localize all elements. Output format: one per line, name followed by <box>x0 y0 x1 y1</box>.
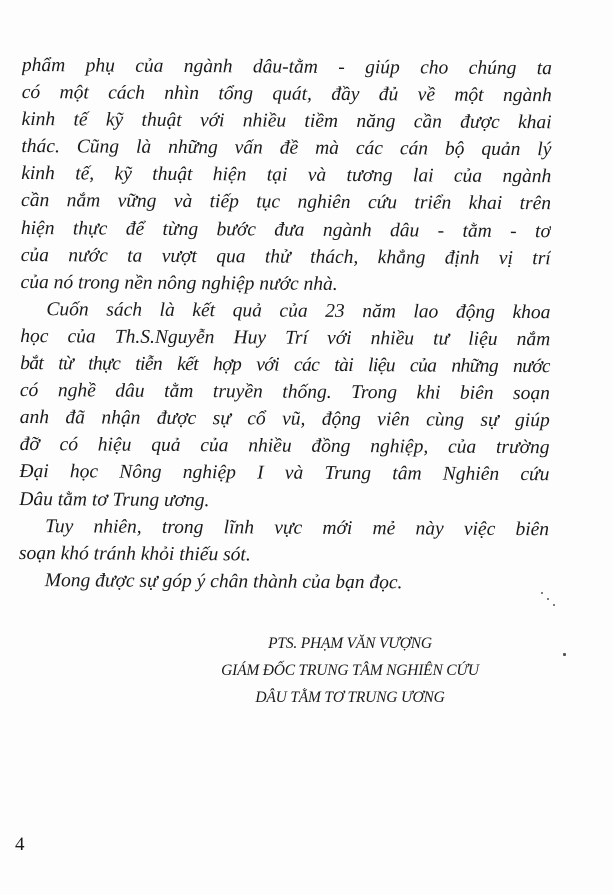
text-line: Dâu tằm tơ Trung ương. <box>19 488 210 511</box>
text-line: thác. Cũng là những vấn đề mà các cán bộ quản lý <box>21 136 552 161</box>
text-line: kinh tế, kỹ thuật hiện tại và tương lai của ngành <box>21 163 552 188</box>
scan-speck <box>541 592 543 594</box>
text-line: đỡ có hiệu quả của nhiều đồng nghiệp, của trường <box>19 434 550 459</box>
text-line: Tuy nhiên, trong lĩnh vực mới mẻ này việc biên <box>45 515 550 540</box>
text-line: của nó trong nền nông nghiệp nước nhà. <box>20 271 338 295</box>
text-line: Mong được sự góp ý chân thành của bạn đọc. <box>44 569 403 594</box>
text-line: Đại học Nông nghiệp I và Trung tâm Nghiên cứu <box>19 461 550 486</box>
paragraph-book-origin <box>19 296 550 516</box>
scan-speck <box>553 604 555 606</box>
text-line: học của Th.S.Nguyễn Huy Trí với nhiều tư liệu nắm <box>20 325 551 351</box>
signature-title: GIÁM ĐỐC TRUNG TÂM NGHIÊN CỨU <box>221 662 479 679</box>
text-line: có một cách nhìn tổng quát, đầy đủ về một ngành <box>21 82 552 107</box>
text-line: bắt từ thực tiễn kết hợp với các tài liệu của những nước <box>20 353 551 378</box>
text-line: hiện thực để từng bước đưa ngành dâu - tằm - tơ <box>20 217 551 242</box>
text-line: kinh tế kỹ thuật với nhiều tiềm năng cần được khai <box>21 109 552 134</box>
paragraph-closing <box>19 567 549 597</box>
scan-speck <box>547 598 549 600</box>
signature-name: PTS. PHẠM VĂN VƯỢNG <box>268 635 432 652</box>
text-line: có nghề dâu tằm truyền thống. Trong khi biên soạn <box>19 380 550 405</box>
body-text <box>19 52 552 597</box>
text-line: phẩm phụ của ngành dâu-tằm - giúp cho chúng ta <box>21 54 552 80</box>
signature-organization: DÂU TẰM TƠ TRUNG ƯƠNG <box>255 689 445 706</box>
scan-speck <box>563 653 566 656</box>
text-line: anh đã nhận được sự cổ vũ, động viên cùng sự giúp <box>19 407 550 432</box>
paragraph-limitations <box>19 513 549 570</box>
signature-block <box>180 630 520 711</box>
page-number: 4 <box>15 834 25 855</box>
text-line: cần nắm vững và tiếp tục nghiên cứu triển khai trên <box>21 190 552 215</box>
paragraph-continuation <box>21 52 552 299</box>
text-line: Cuốn sách là kết quả của 23 năm lao động khoa <box>46 298 551 324</box>
text-line: của nước ta vượt qua thử thách, khẳng định vị trí <box>20 244 551 269</box>
text-line: soạn khó tránh khỏi thiếu sót. <box>18 542 251 566</box>
